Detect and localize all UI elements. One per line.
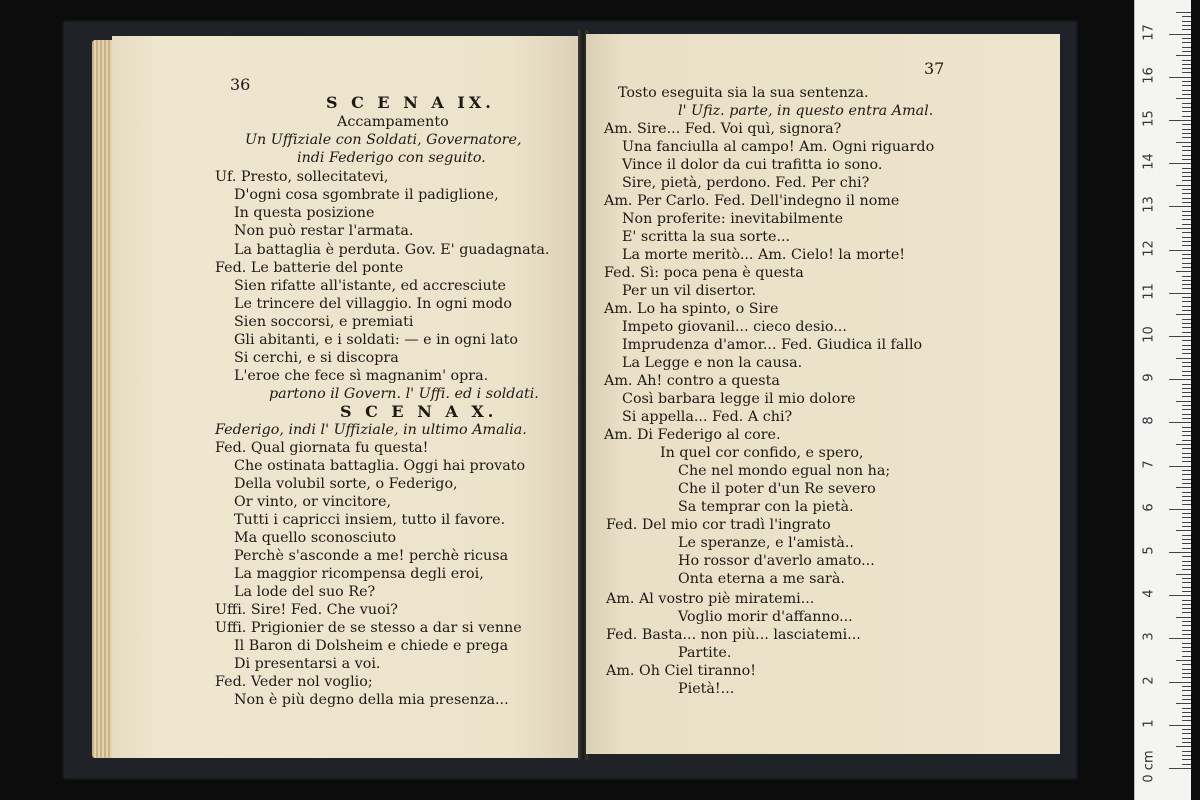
ruler-tick (1182, 500, 1191, 501)
ruler-tick (1182, 647, 1191, 648)
verse-line: Or vinto, or vincitore, (234, 494, 392, 510)
ruler-tick (1182, 582, 1191, 583)
ruler-tick (1182, 448, 1191, 449)
ruler-tick (1182, 431, 1191, 432)
ruler-label: 2 (1141, 675, 1157, 685)
ruler-tick (1182, 16, 1191, 17)
ruler-tick (1182, 129, 1191, 130)
ruler-label: 3 (1141, 632, 1157, 642)
ruler-tick (1182, 60, 1191, 61)
measuring-ruler (1134, 0, 1191, 800)
ruler-tick (1176, 444, 1191, 445)
verse-line: E' scritta la sua sorte... (622, 229, 791, 245)
ruler-tick (1182, 159, 1191, 160)
ruler-tick (1182, 625, 1191, 626)
verse-line: Ma quello sconosciuto (234, 530, 397, 546)
ruler-tick (1169, 163, 1191, 164)
ruler-tick (1182, 353, 1191, 354)
ruler-tick (1182, 323, 1191, 324)
ruler-tick (1182, 319, 1191, 320)
ruler-tick (1182, 457, 1191, 458)
verse-line: Gli abitanti, e i soldati: — e in ogni lato (234, 332, 518, 348)
ruler-tick (1182, 656, 1191, 657)
verse-line: Che ostinata battaglia. Oggi hai provato (234, 458, 526, 474)
ruler-tick (1182, 548, 1191, 549)
ruler-tick (1182, 150, 1191, 151)
verse-line: Impeto giovanil... cieco desio... (622, 319, 847, 335)
ruler-tick (1182, 673, 1191, 674)
ruler-tick (1182, 440, 1191, 441)
ruler-tick (1182, 414, 1191, 415)
ruler-tick (1182, 366, 1191, 367)
verse-line: Fed. Veder nol voglio; (215, 674, 373, 690)
verse-line: Am. Di Federigo al core. (604, 427, 781, 443)
ruler-tick (1182, 591, 1191, 592)
scene-heading: S C E N A IX. (326, 93, 495, 112)
verse-line: Fed. Basta... non più... lasciatemi... (606, 627, 861, 643)
ruler-tick (1182, 733, 1191, 734)
ruler-tick (1182, 215, 1191, 216)
ruler-tick (1182, 461, 1191, 462)
ruler-tick (1182, 504, 1191, 505)
ruler-label: 4 (1141, 589, 1157, 598)
ruler-tick (1182, 72, 1191, 73)
ruler-tick (1182, 340, 1191, 341)
ruler-tick (1176, 228, 1191, 229)
ruler-tick (1182, 492, 1191, 493)
ruler-label: 8 (1141, 416, 1157, 426)
ruler-tick (1182, 25, 1191, 26)
verse-line: Per un vil disertor. (622, 283, 757, 299)
verse-line: Che il poter d'un Re severo (678, 481, 876, 497)
verse-line: Am. Ah! contro a questa (604, 373, 780, 389)
ruler-tick (1176, 703, 1191, 704)
ruler-tick (1182, 677, 1191, 678)
ruler-tick (1182, 241, 1191, 242)
verse-line: Uf. Presto, sollecitatevi, (215, 169, 389, 185)
ruler-tick (1182, 474, 1191, 475)
ruler-tick (1182, 630, 1191, 631)
verse-line: Tutti i capricci insiem, tutto il favore. (234, 512, 506, 528)
ruler-tick (1182, 254, 1191, 255)
ruler-label: 15 (1141, 110, 1157, 127)
verse-line: La battaglia è perduta. Gov. E' guadagnata. (234, 242, 550, 258)
verse-line: Una fanciulla al campo! Am. Ogni riguardo (622, 139, 935, 155)
page-number: 37 (924, 59, 945, 78)
verse-line: In questa posizione (234, 205, 375, 221)
ruler-tick (1182, 669, 1191, 670)
verse-line: Voglio morir d'affanno... (678, 609, 853, 625)
ruler-tick (1182, 64, 1191, 65)
ruler-tick (1182, 470, 1191, 471)
ruler-tick (1182, 94, 1191, 95)
ruler-tick (1182, 751, 1191, 752)
ruler-tick (1169, 34, 1191, 35)
stage-direction: Federigo, indi l' Uffiziale, in ultimo Amalia. (215, 422, 527, 438)
verse-line: Sire, pietà, perdono. Fed. Per chi? (622, 175, 870, 191)
verse-line: La lode del suo Re? (234, 584, 376, 600)
ruler-tick (1182, 522, 1191, 523)
ruler-tick (1182, 643, 1191, 644)
verse-line: Sien rifatte all'istante, ed accresciute (234, 278, 506, 294)
ruler-tick (1182, 738, 1191, 739)
ruler-tick (1182, 716, 1191, 717)
verse-line: Am. Oh Ciel tiranno! (606, 663, 756, 679)
ruler-tick (1182, 332, 1191, 333)
verse-line: Partite. (678, 645, 732, 661)
ruler-tick (1169, 206, 1191, 207)
ruler-label: 1 (1141, 719, 1157, 728)
stage-direction: partono il Govern. l' Uffi. ed i soldati. (269, 386, 539, 402)
ruler-tick (1182, 651, 1191, 652)
verse-line: Am. Sire... Fed. Voi quì, signora? (604, 121, 842, 137)
ruler-tick (1182, 137, 1191, 138)
ruler-tick (1182, 345, 1191, 346)
ruler-tick (1182, 180, 1191, 181)
ruler-tick (1182, 176, 1191, 177)
ruler-tick (1182, 116, 1191, 117)
verse-line: Tosto eseguita sia la sua sentenza. (618, 85, 869, 101)
ruler-tick (1169, 293, 1191, 294)
verse-line: Pietà!... (678, 681, 735, 697)
ruler-tick (1182, 85, 1191, 86)
verse-line: Perchè s'asconde a me! perchè ricusa (234, 548, 509, 564)
ruler-tick (1182, 263, 1191, 264)
ruler-tick (1182, 168, 1191, 169)
ruler-tick (1182, 51, 1191, 52)
verse-line: Della volubil sorte, o Federigo, (234, 476, 458, 492)
ruler-label: 6 (1141, 503, 1157, 512)
verse-line: Imprudenza d'amor... Fed. Giudica il fallo (622, 337, 923, 353)
ruler-tick (1182, 284, 1191, 285)
ruler-label: 7 (1141, 459, 1157, 469)
ruler-tick (1182, 47, 1191, 48)
ruler-tick (1169, 336, 1191, 337)
ruler-tick (1176, 185, 1191, 186)
ruler-tick (1182, 155, 1191, 156)
ruler-tick (1182, 280, 1191, 281)
ruler-tick (1182, 517, 1191, 518)
ruler-tick (1176, 530, 1191, 531)
ruler-tick (1182, 38, 1191, 39)
ruler-tick (1182, 418, 1191, 419)
ruler-tick (1182, 301, 1191, 302)
verse-line: Non può restar l'armata. (234, 223, 414, 239)
ruler-tick (1182, 664, 1191, 665)
ruler-tick (1182, 124, 1191, 125)
ruler-label: 13 (1141, 196, 1157, 214)
ruler-tick (1182, 371, 1191, 372)
ruler-label: 5 (1141, 546, 1157, 555)
ruler-tick (1169, 422, 1191, 423)
verse-line: Le speranze, e l'amistà.. (678, 535, 854, 551)
verse-line: Le trincere del villaggio. In ogni modo (234, 296, 512, 312)
ruler-tick (1176, 314, 1191, 315)
ruler-tick (1182, 561, 1191, 562)
ruler-tick (1182, 297, 1191, 298)
ruler-tick (1169, 379, 1191, 380)
verse-line: Am. Al vostro piè miratemi... (606, 591, 815, 607)
verse-line: Am. Lo ha spinto, o Sire (604, 301, 779, 317)
ruler-tick (1169, 682, 1191, 683)
verse-line: La morte meritò... Am. Cielo! la morte! (622, 247, 906, 263)
ruler-tick (1182, 708, 1191, 709)
ruler-tick (1176, 660, 1191, 661)
page-number: 36 (230, 75, 251, 94)
verse-line: Sien soccorsi, e premiati (234, 314, 414, 330)
verse-line: Non proferite: inevitabilmente (622, 211, 844, 227)
ruler-tick (1169, 509, 1191, 510)
ruler-tick (1182, 686, 1191, 687)
ruler-tick (1182, 81, 1191, 82)
ruler-tick (1169, 250, 1191, 251)
ruler-tick (1182, 565, 1191, 566)
ruler-tick (1182, 276, 1191, 277)
ruler-tick (1182, 569, 1191, 570)
ruler-tick (1182, 621, 1191, 622)
ruler-tick (1182, 107, 1191, 108)
ruler-tick (1182, 306, 1191, 307)
ruler-tick (1182, 219, 1191, 220)
ruler-tick (1182, 267, 1191, 268)
ruler-tick (1182, 103, 1191, 104)
scene-heading: S C E N A X. (340, 402, 498, 421)
ruler-tick (1176, 574, 1191, 575)
ruler-tick (1182, 146, 1191, 147)
ruler-tick (1182, 111, 1191, 112)
ruler-tick (1182, 327, 1191, 328)
ruler-tick (1182, 232, 1191, 233)
ruler-tick (1182, 513, 1191, 514)
ruler-tick (1182, 729, 1191, 730)
ruler-tick (1182, 29, 1191, 30)
ruler-tick (1182, 535, 1191, 536)
ruler-tick (1182, 362, 1191, 363)
verse-line: Uffi. Prigionier de se stesso a dar si venne (215, 620, 522, 636)
ruler-tick (1182, 764, 1191, 765)
ruler-tick (1182, 198, 1191, 199)
ruler-label: 12 (1141, 239, 1157, 257)
ruler-tick (1182, 634, 1191, 635)
ruler-tick (1169, 595, 1191, 596)
ruler-tick (1176, 12, 1191, 13)
ruler-tick (1182, 699, 1191, 700)
ruler-tick (1182, 189, 1191, 190)
ruler-label: 11 (1141, 283, 1157, 300)
stage-direction: Un Uffiziale con Soldati, Governatore, (245, 132, 522, 148)
verse-line: La maggior ricompensa degli eroi, (234, 566, 484, 582)
verse-line: Sa temprar con la pietà. (678, 499, 854, 515)
verse-line: Am. Per Carlo. Fed. Dell'indegno il nome (604, 193, 900, 209)
ruler-label: 17 (1141, 23, 1157, 41)
ruler-tick (1182, 496, 1191, 497)
ruler-tick (1182, 310, 1191, 311)
ruler-tick (1182, 755, 1191, 756)
ruler-tick (1182, 690, 1191, 691)
stage-direction: indi Federigo con seguito. (297, 150, 486, 166)
ruler-tick (1182, 556, 1191, 557)
ruler-tick (1169, 466, 1191, 467)
ruler-tick (1169, 725, 1191, 726)
ruler-tick (1182, 543, 1191, 544)
verse-line: Vince il dolor da cui trafitta io sono. (622, 157, 883, 173)
verse-line: Onta eterna a me sarà. (678, 571, 845, 587)
ruler-tick (1182, 587, 1191, 588)
ruler-tick (1182, 21, 1191, 22)
ruler-tick (1182, 172, 1191, 173)
ruler-tick (1176, 271, 1191, 272)
ruler-tick (1182, 375, 1191, 376)
verse-line: Il Baron di Dolsheim e chiede e prega (234, 638, 509, 654)
ruler-tick (1182, 224, 1191, 225)
ruler-tick (1182, 526, 1191, 527)
ruler-tick (1182, 695, 1191, 696)
ruler-tick (1169, 552, 1191, 553)
ruler-tick (1182, 712, 1191, 713)
ruler-tick (1182, 427, 1191, 428)
ruler-tick (1182, 600, 1191, 601)
ruler-label: 9 (1141, 373, 1157, 382)
ruler-tick (1169, 77, 1191, 78)
ruler-tick (1182, 68, 1191, 69)
ruler-tick (1182, 288, 1191, 289)
ruler-tick (1176, 746, 1191, 747)
ruler-tick (1169, 768, 1191, 769)
setting-line: Accampamento (337, 114, 449, 130)
ruler-label: 16 (1141, 67, 1157, 84)
ruler-tick (1176, 358, 1191, 359)
verse-line: Non è più degno della mia presenza... (234, 692, 509, 708)
ruler-tick (1182, 211, 1191, 212)
ruler-tick (1176, 142, 1191, 143)
ruler-tick (1169, 638, 1191, 639)
verse-line: Fed. Qual giornata fu questa! (215, 440, 429, 456)
ruler-tick (1182, 409, 1191, 410)
ruler-tick (1182, 720, 1191, 721)
ruler-tick (1176, 487, 1191, 488)
ruler-tick (1169, 120, 1191, 121)
verse-line: Si cerchi, e si discopra (234, 350, 399, 366)
ruler-tick (1182, 612, 1191, 613)
ruler-tick (1176, 617, 1191, 618)
ruler-tick (1182, 396, 1191, 397)
verse-line: D'ogni cosa sgombrate il padiglione, (234, 187, 499, 203)
verse-line: Fed. Sì: poca pena è questa (604, 265, 804, 281)
verse-line: L'eroe che fece sì magnanim' opra. (234, 368, 489, 384)
ruler-tick (1182, 539, 1191, 540)
ruler-tick (1176, 98, 1191, 99)
ruler-label: 0 cm (1141, 750, 1157, 783)
ruler-tick (1182, 384, 1191, 385)
verse-line: Che nel mondo egual non ha; (678, 463, 891, 479)
verse-line: Ho rossor d'averlo amato... (678, 553, 875, 569)
ruler-tick (1182, 349, 1191, 350)
ruler-tick (1182, 392, 1191, 393)
ruler-label: 10 (1141, 326, 1157, 343)
ruler-label: 14 (1141, 153, 1157, 170)
ruler-tick (1182, 742, 1191, 743)
ruler-tick (1182, 578, 1191, 579)
verse-line: La Legge e non la causa. (622, 355, 803, 371)
ruler-tick (1182, 388, 1191, 389)
ruler-tick (1176, 401, 1191, 402)
ruler-tick (1182, 258, 1191, 259)
ruler-tick (1182, 133, 1191, 134)
verse-line: Si appella... Fed. A chi? (622, 409, 793, 425)
verse-line: Fed. Le batterie del ponte (215, 260, 404, 276)
ruler-tick (1176, 55, 1191, 56)
ruler-tick (1182, 453, 1191, 454)
ruler-tick (1182, 245, 1191, 246)
ruler-tick (1182, 483, 1191, 484)
stage-direction: l' Ufiz. parte, in questo entra Amal. (678, 103, 934, 119)
verse-line: Uffi. Sire! Fed. Che vuoi? (215, 602, 398, 618)
verse-line: Fed. Del mio cor tradì l'ingrato (606, 517, 831, 533)
verse-line: Così barbara legge il mio dolore (622, 391, 856, 407)
ruler-tick (1182, 479, 1191, 480)
verse-line: Di presentarsi a voi. (234, 656, 381, 672)
ruler-tick (1182, 193, 1191, 194)
ruler-tick (1182, 42, 1191, 43)
ruler-tick (1182, 435, 1191, 436)
ruler-tick (1182, 759, 1191, 760)
ruler-tick (1182, 237, 1191, 238)
right-page (586, 34, 1060, 754)
verse-line: In quel cor confido, e spero, (660, 445, 864, 461)
ruler-tick (1182, 202, 1191, 203)
left-page (112, 36, 580, 758)
ruler-tick (1182, 608, 1191, 609)
ruler-tick (1182, 604, 1191, 605)
ruler-tick (1182, 90, 1191, 91)
ruler-tick (1182, 405, 1191, 406)
